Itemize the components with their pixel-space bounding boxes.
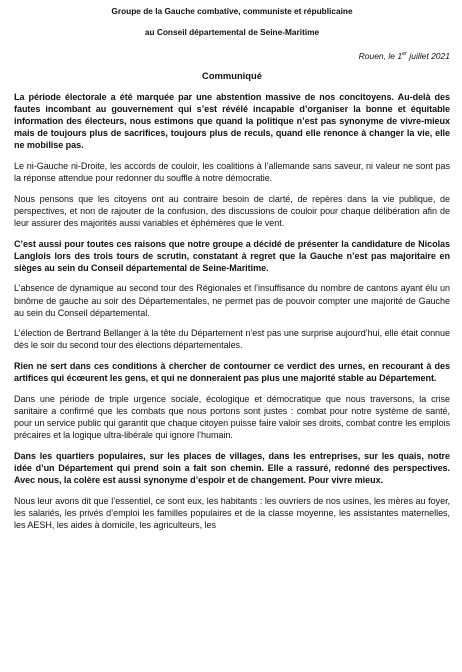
paragraph-9: Dans les quartiers populaires, sur les places de villages, dans les entreprises, sur les quais, notre idée d’un Département qui prend soin a fait son chemin. Elle a rassuré, redonné des perspectives. Avec nous, la colère est aussi synonyme d’espoir et de changement. Pour vivre mieux. <box>14 450 450 486</box>
date-prefix: Rouen, le 1 <box>358 50 403 61</box>
paragraph-7: Rien ne sert dans ces conditions à chercher de contourner ce verdict des urnes, en recourant à des artifices qui écœurent les gens, et qui ne donneraient pas plus une majorité stable au Département. <box>14 361 450 384</box>
date-line <box>14 49 450 62</box>
paragraph-2: Le ni-Gauche ni-Droite, les accords de couloir, les coalitions à l’allemande sans saveur, ni valeur ne sont pas la réponse attendue pour redonner du souffle à notre démocratie. <box>14 160 450 183</box>
paragraph-1: La période électorale a été marquée par une abstention massive de nos concitoyens. Au-delà des fautes incombant au gouvernement qui s’est révélé incapable d’organiser la bonne et équitable information des électeurs, nous estimons que quand la politique n’est pas synonyme de vivre-mieux mais de toujours plus de sacrifices, toujours plus de reculs, quand elle renonce à changer la vie, elle ne mobilise pas. <box>14 91 450 151</box>
date-suffix: juillet 2021 <box>406 50 450 61</box>
group-name: Groupe de la Gauche combative, communiste et républicaine <box>111 6 353 16</box>
date-superscript: er <box>402 51 407 57</box>
paragraph-5: L’absence de dynamique au second tour des Régionales et l’insuffisance du nombre de cantons ayant élu un binôme de gauche au soir des Départementales, ne permet pas de pouvoir compter une majorité de Gauche au sein du Conseil départemental. <box>14 283 450 318</box>
paragraph-10: Nous leur avons dit que l’essentiel, ce sont eux, les habitants : les ouvriers de nos usines, les mères au foyer, les salariés, les privés d’emploi les familles populaires et de la classe moyenne, les assistantes maternelles, les AESH, les aides à domicile, les agriculteurs, les <box>14 495 450 530</box>
document-title: Communiqué <box>202 69 262 81</box>
council-name: au Conseil départemental de Seine-Maritime <box>144 27 320 37</box>
paragraph-3: Nous pensons que les citoyens ont au contraire besoin de clarté, de repères dans la vie publique, de perspectives, et non de rajouter de la confusion, des discussions de couloir pour chaque délibération afin de leur assurer des majorités aussi variables et éphémères que le vent. <box>14 193 450 228</box>
paragraph-4: C’est aussi pour toutes ces raisons que notre groupe a décidé de présenter la candidature de Nicolas Langlois lors des trois tours de scrutin, constatant à regret que la Gauche n’est pas majoritaire en sièges au sein du Conseil départemental de Seine-Maritime. <box>14 238 450 273</box>
paragraph-8: Dans une période de triple urgence sociale, écologique et démocratique que nous traversons, la crise sanitaire a confirmé que les combats que nous portons sont justes : combat pour notre système de santé, pour un service public qui garantit que chaque citoyen puisse faire valoir ses droits, combat contre les emplois précaires et la logique ultra-libérale qui ignore l’humain. <box>14 393 450 441</box>
document-page <box>14 6 450 540</box>
paragraph-6: L’élection de Bertrand Bellanger à la tête du Département n’est pas une surprise aujourd’hui, elle était connue dès le soir du second tour des élections départementales. <box>14 328 450 351</box>
